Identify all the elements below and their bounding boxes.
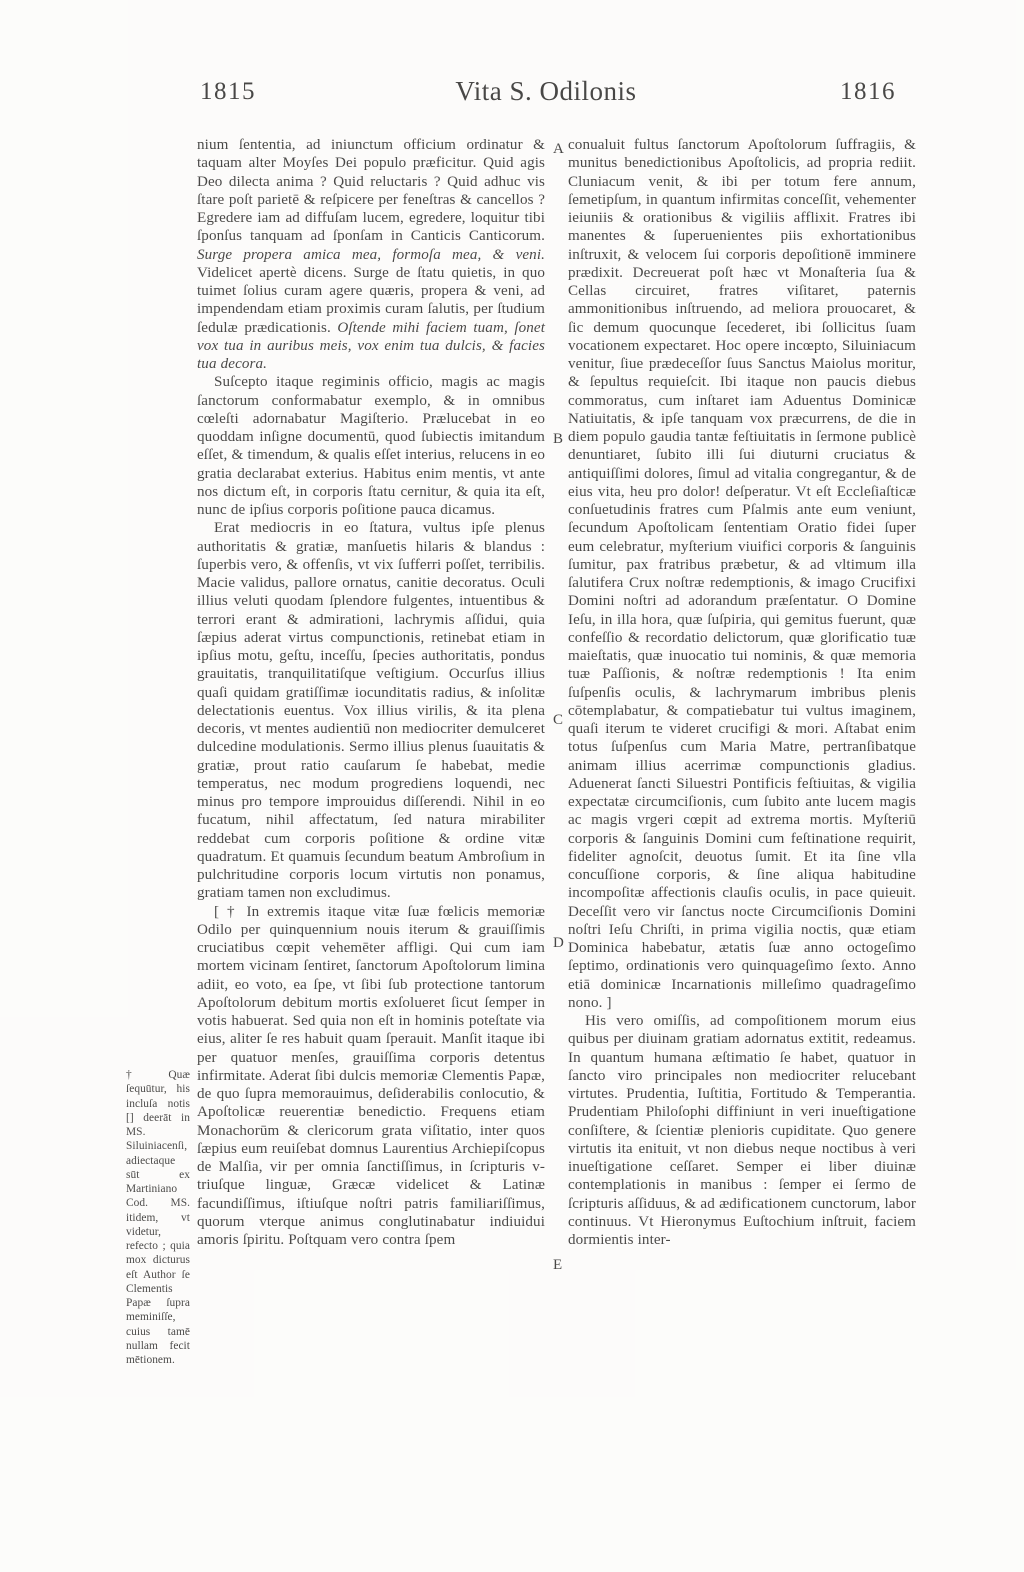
text-column-right bbox=[568, 136, 916, 1249]
paragraph: [ † In extremis itaque vitæ ſuæ fœlicis memoriæ Odilo per quinquennium nouis iterum & grauiſſimis cruciatibus cœpit vehemēter affligi. Qui cum iam mortem vicinam ſentiret, ſanctorum Apoſtolorum limina adiit, eo voto, ea ſpe, vt ſibi ſub protectione tantorum Apoſtolorum debitum mortis exſolueret ſicut ſemper in votis habuerat. Sed quia non eſt in hominis poteſtate via eius, aliter ſe res habuit quam ſperauit. Manſit itaque ibi per quatuor menſes, grauiſſima corporis detentus infirmitate. Aderat ſibi dulcis memoriæ Clementis Papæ, de quo ſupra memorauimus, deſiderabilis conlocutio, & Apoſtolicæ reuerentiæ benedictio. Frequens etiam Monachorūm & clericorum grata viſitatio, inter quos ſæpius eum reuiſebat domnus Laurentius Archiepiſcopus de Malſia, vir per omnia ſanctiſſimus, in ſcripturis v-triuſque linguæ, Græcæ videlicet & Latinæ facundiſſimus, iſtiuſque noſtri patris familiariſſimus, quorum vterque animus conglutinabatur indiuidui amoris ſpiritu. Poſtquam vero contra ſpem bbox=[197, 903, 545, 1248]
marginal-note-text: † Quæ ſequūtur, his incluſa notis [] deerāt in MS. Siluiniacenſi, adiectaque sūt ex Martiniano Cod. MS. itidem, vt videtur, refecto ; quia mox dicturus eſt Author ſe Clementis Papæ ſupra meminiſſe, cuius tamē nullam fecit mētionem. bbox=[126, 1069, 190, 1366]
paragraph: Erat mediocris in eo ſtatura, vultus ipſe plenus authoritatis & gratiæ, manſuetis hilaris & blandus : ſuperbis vero, & offenſis, vt vix ſufferri poſſet, terribilis. Macie validus, pallore ornatus, canitie decoratus. Oculi illius veluti quodam ſplendore fulgentes, intuentibus & terrori erant & admirationi, lachrymis aſſidui, quia ſæpius aderat virtus compunctionis, retinebat etiam in ipſius motu, geſtu, inceſſu, ſpecies authoritatis, pondus grauitatis, tranquilitatiſque veſtigium. Occurſus illius quaſi quidam gratiſſimæ iocunditatis radius, & inſolitæ delectationis euentus. Vox illius virilis, & ita plena decoris, vt mentes audientiū non mediocriter demulceret dulcedine modulationis. Sermo illius plenus ſuauitatis & gratiæ, prout ratio cauſarum ſe habebat, medie temperatus, nec modum progrediens loquendi, nec minus pro tempore improuidus diſſerendi. Nihil in eo fucatum, nihil affectatum, ſed natura mirabiliter reddebat cum corporis poſitione & ordine vitæ quadratum. Et quamuis ſecundum beatum Ambroſium in pulchritudine corporis locum virtutis non ponamus, gratiam tamen non excludimus. bbox=[197, 520, 545, 902]
page-title: Vita S. Odilonis bbox=[455, 76, 637, 106]
section-letter-a: A bbox=[553, 141, 564, 157]
folio-number-left: 1815 bbox=[200, 78, 256, 105]
paragraph: nium ſententia, ad iniunctum officium ordinatur & taquam alter Moyſes Dei populo præficitur. Quid agis Deo dilecta anima ? Quid reluctaris ? Quid adhuc vis ſtare poſt parietē & reſpicere per feneſtras & cancellos ? Egredere iam ad diffuſam lucem, egredere, loquitur tibi ſponſus tanquam ad ſponſam in Canticis Canticorum. Surge propera amica mea, formoſa mea, & veni. Videlicet apertè dicens. Surge de ſtatu quietis, in quo tuimet ſolius curam agere quæris, propera & veni, ad impendendam etiam proximis curam ſalutis, per ſtudium ſedulæ prædicationis. Oſtende mihi faciem tuam, ſonet vox tua in auribus meis, vox enim tua dulcis, & facies tua decora. bbox=[197, 137, 546, 372]
section-letter-d: D bbox=[553, 935, 564, 951]
section-letter-b: B bbox=[553, 431, 564, 447]
section-letter-e: E bbox=[553, 1257, 563, 1273]
marginal-note bbox=[126, 1068, 190, 1367]
section-letter-c: C bbox=[553, 712, 564, 728]
running-head bbox=[196, 78, 896, 118]
folio-number-right: 1816 bbox=[840, 78, 896, 105]
text-column-left bbox=[197, 136, 545, 1249]
paragraph: His vero omiſſis, ad compoſitionem morum eius quibus per diuinam gratiam adornatus extitit, redeamus. In quantum humana æſtimatio ſe habet, quatuor in ſancto viro principales non mediocriter relucebant virtutes. Prudentia, Iuſtitia, Fortitudo & Temperantia. Prudentiam Philoſophi diffiniunt in veri inueſtigatione conſiſtere, & ſcientiæ plenioris cupiditate. Quo genere virtutis ita enituit, vt non diebus neque noctibus à veri inueſtigatione ceſſaret. Semper ei liber diuinæ contemplationis in manibus : ſemper ei ſermo de ſcripturis aſſiduus, & ad ædificationem cunctorum, labor continuus. Vt Hieronymus Euſtochium inſtruit, faciem dormientis inter- bbox=[568, 1013, 916, 1248]
paragraph: Suſcepto itaque regiminis officio, magis ac magis ſanctorum conformabatur exemplo, & in omnibus cœleſti adornabatur Magiſterio. Prælucebat in eo quoddam inſigne documentū, quod ſubiectis imitandum eſſet, & timendum, & qualis eſſet interius, relucens in eo gratia declarabat exterius. Habitus enim mentis, vt ante nos dictum eſt, in corporis ſtatu cernitur, & quia ita eſt, nunc de ipſius corporis poſitione pauca dicamus. bbox=[197, 374, 545, 518]
paragraph: conualuit fultus ſanctorum Apoſtolorum ſuffragiis, & munitus benedictionibus Apoſtolicis, ad propria rediit. Cluniacum venit, & ibi per totum fere annum, ſemetipſum, in quantum infirmitas conceſſit, vehementer ieiuniis & orationibus & vigiliis afflixit. Fratres ibi manentes & ſuperuenientes piis exhortationibus inſtruxit, & velocem ſui corporis depoſitionē imminere prædixit. Decreuerat poſt hæc vt Monaſteria ſua & Cellas circuiret, fratres viſitaret, paternis ammonitionibus inſtruendo, ad meliora prouocaret, & ſic demum quocunque ſecederet, ibi ſollicitus ſuam vocationem expectaret. Hoc opere incœpto, Siluiniacum venitur, ſiue prædeceſſor ſuus Sanctus Maiolus moritur, & ſepultus requieſcit. Ibi itaque non paucis diebus commoratus, cum inſtaret iam Aduentus Dominicæ Natiuitatis, & ipſe tanquam vox præcurrens, de die in diem populo gaudia tantæ feſtiuitatis in ſermone publicè denuntiaret, ſubito illi ſui diuturni cruciatus & antiquiſſimi dolores, ſimul ad vitalia congregantur, & de eius vita, heu pro dolor! deſperatur. Vt eſt Eccleſiaſticæ conſuetudinis fratres cum Pſalmis ante eum veniunt, ſecundum Apoſtolicam ſententiam Oratio fidei ſuper eum celebratur, myſterium viuifici corporis & ſanguinis ſumitur, pax fratribus præbetur, & ad vltimum illa ſalutifera Crux noſtræ redemptionis, & imago Crucifixi Domini noſtri ad adorandum præſentatur. O Domine Ieſu, in illa hora, quæ ſuſpiria, qui gemitus fuerunt, quæ confeſſio & recordatio delictorum, quæ glorificatio tuæ maieſtatis, quæ inuocatio tui nominis, & quæ memoria tuæ Paſſionis, & noſtræ redemptionis ! Ita enim ſuſpenſis oculis, & lachrymarum imbribus plenis cōtemplabatur, & compatiebatur tui vultus imaginem, quaſi iterum te videret crucifigi & mori. Aſtabat enim totus ſuſpenſus cum Maria Matre, pertranſibatque animam illius acerrimæ compunctionis gladius. Aduenerat ſancti Siluestri Pontificis feſtiuitas, & vigilia expectatæ circumciſionis, cum ſubito ante lucem magis ac magis vrgeri cœpit ad extrema mortis. Myſteriū corporis & ſanguinis Domini cum feſtinatione requirit, fideliter agnoſcit, deuotus ſumit. Et ita ſine vlla concuſſione corporis, & ſine aliqua habitudine incompoſitæ affectionis clauſis oculis, in pace quieuit. Deceſſit vero vir ſanctus nocte Circumciſionis Domini noſtri Ieſu Chriſti, in prima vigilia noctis, quæ etiam Dominica habebatur, ætatis ſuæ anno octogeſimo ſeptimo, ordinationis vero quinquageſimo ſexto. Anno etiā dominicæ Incarnationis milleſimo quadrageſimo nono. ] bbox=[568, 137, 916, 1011]
